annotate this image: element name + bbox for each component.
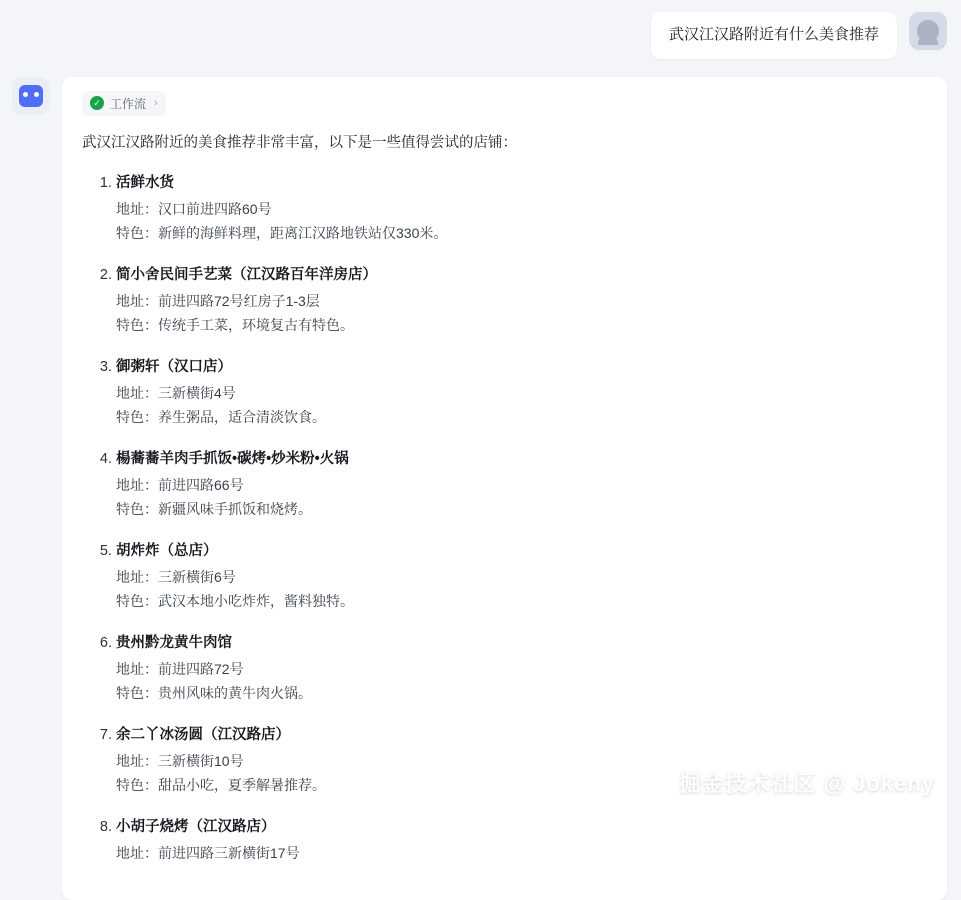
shop-name: 4. 楊蕎蕎羊肉手抓饭•碳烤•炒米粉•火锅 (116, 447, 927, 468)
shop-address: 地址：前进四路66号 (116, 473, 927, 498)
assistant-message-card (62, 77, 947, 900)
list-item (116, 355, 927, 430)
shop-list (82, 171, 927, 866)
workflow-badge[interactable] (82, 91, 166, 116)
shop-name: 6. 贵州黔龙黄牛肉馆 (116, 631, 927, 652)
shop-name: 5. 胡炸炸（总店） (116, 539, 927, 560)
shop-address: 地址：三新横街10号 (116, 749, 927, 774)
shop-name: 8. 小胡子烧烤（江汉路店） (116, 815, 927, 836)
user-message-bubble: 武汉江汉路附近有什么美食推荐 (651, 12, 897, 59)
shop-address: 地址：三新横街6号 (116, 565, 927, 590)
list-item (116, 171, 927, 246)
shop-feature: 特色：贵州风味的黄牛肉火锅。 (116, 681, 927, 706)
robot-avatar-icon (19, 85, 43, 107)
check-circle-icon: ✓ (90, 96, 104, 110)
assistant-intro-text: 武汉江汉路附近的美食推荐非常丰富，以下是一些值得尝试的店铺： (82, 132, 927, 155)
user-message-row (0, 8, 961, 59)
shop-feature: 特色：传统手工菜，环境复古有特色。 (116, 313, 927, 338)
list-item (116, 723, 927, 798)
workflow-label: 工作流 (110, 95, 146, 112)
shop-address: 地址：前进四路三新横街17号 (116, 841, 927, 866)
list-item (116, 815, 927, 866)
shop-name: 7. 余二丫冰汤圆（江汉路店） (116, 723, 927, 744)
shop-address: 地址：三新横街4号 (116, 381, 927, 406)
shop-address: 地址：前进四路72号 (116, 657, 927, 682)
assistant-message-row (0, 59, 961, 900)
watermark: 掘金技术社区 @ Jokeny (679, 767, 936, 798)
shop-feature: 特色：养生粥品，适合清淡饮食。 (116, 405, 927, 430)
shop-name: 1. 活鲜水货 (116, 171, 927, 192)
list-item (116, 539, 927, 614)
chevron-right-icon[interactable]: › (154, 97, 158, 109)
shop-name: 2. 简小舍民间手艺菜（江汉路百年洋房店） (116, 263, 927, 284)
shop-feature: 特色：甜品小吃，夏季解暑推荐。 (116, 773, 927, 798)
list-item (116, 447, 927, 522)
assistant-avatar (12, 77, 50, 115)
list-item (116, 263, 927, 338)
shop-name: 3. 御粥轩（汉口店） (116, 355, 927, 376)
list-item (116, 631, 927, 706)
shop-address: 地址：前进四路72号红房子1-3层 (116, 289, 927, 314)
shop-address: 地址：汉口前进四路60号 (116, 197, 927, 222)
user-avatar[interactable] (909, 12, 947, 50)
shop-feature: 特色：新鲜的海鲜料理，距离江汉路地铁站仅330米。 (116, 221, 927, 246)
user-avatar-icon (917, 20, 939, 42)
shop-feature: 特色：新疆风味手抓饭和烧烤。 (116, 497, 927, 522)
shop-feature: 特色：武汉本地小吃炸炸，酱料独特。 (116, 589, 927, 614)
